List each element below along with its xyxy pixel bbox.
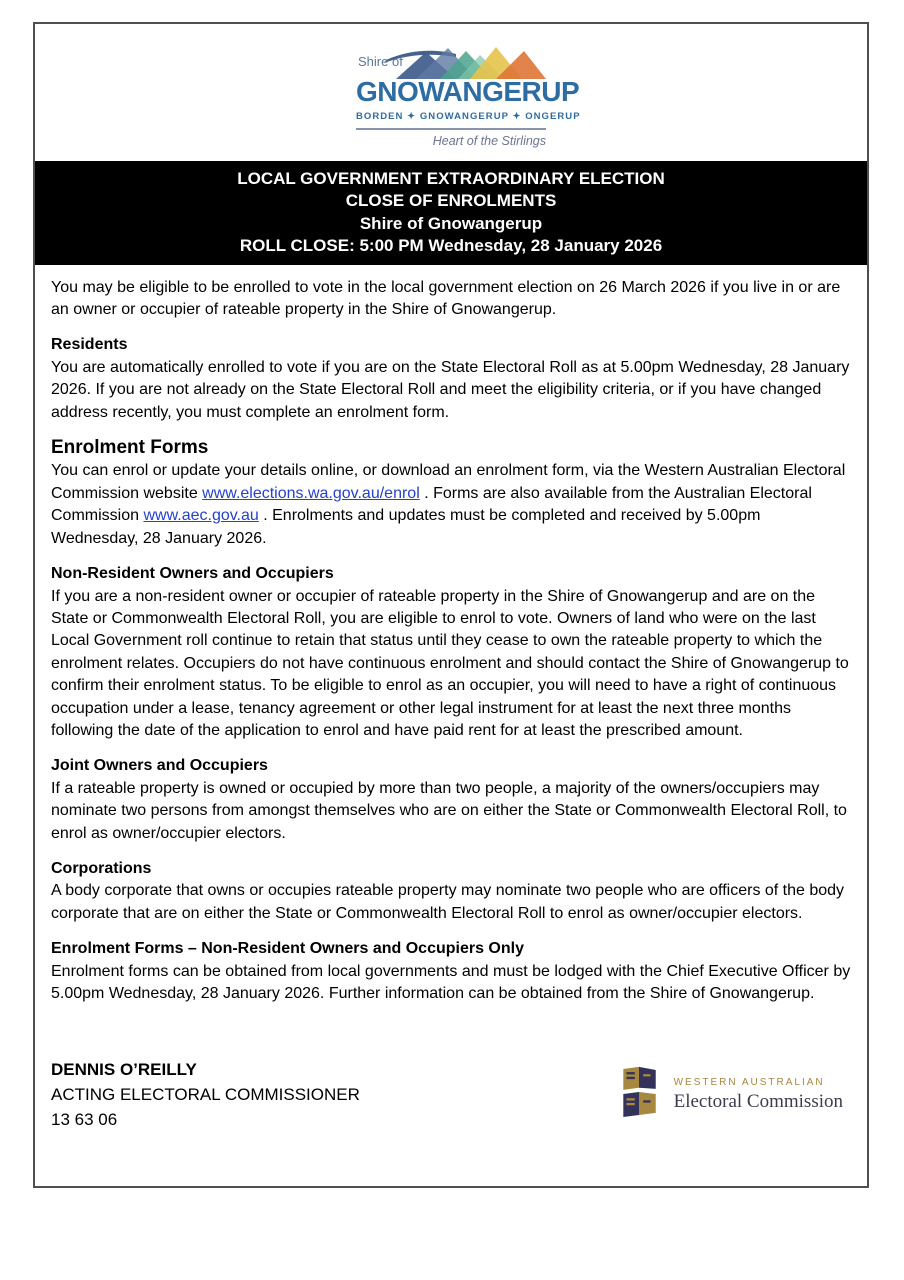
non-resident-paragraph: If you are a non-resident owner or occupier of rateable property in the Shire of Gnowangerup and are on the State or Commonwealth Electoral Roll, you are eligible to enrol to vote. Owners of land who were on the last Local Government roll continue to retain that status until they cease to own the rateable property to which the enrolment relates. Occupiers do not have continuous enrolment and should contact the Shire of Gnowangerup to confirm their enrolment status. To be eligible to enrol as an occupier, you will need to have a right of continuous occupation under a lease, tenancy agreement or other legal instrument for at least the next three months following the date of the application to enrol and have paid rent for at least the prescribed amount.	[51, 587, 849, 739]
residents-heading: Residents	[51, 336, 128, 354]
residents-paragraph: You are automatically enrolled to vote if you are on the State Electoral Roll as at 5.00pm Wednesday, 28 January 2026. If you are not already on the State Electoral Roll and meet the eligibility criteria, or if you have changed address recently, you must complete an enrolment form.	[51, 358, 850, 421]
intro-paragraph: You may be eligible to be enrolled to vote in the local government election on 26 March 2026 if you live in or are an owner or occupier of rateable property in the Shire of Gnowangerup.	[51, 278, 841, 319]
aec-link[interactable]: www.aec.gov.au	[143, 507, 259, 525]
waec-wordmark	[674, 1077, 843, 1113]
corporations-heading: Corporations	[51, 859, 152, 877]
document-footer	[35, 1058, 867, 1132]
logo-divider	[356, 128, 546, 130]
joint-owners-paragraph: If a rateable property is owned or occupied by more than two people, a majority of the owners/occupiers may nominate two persons from amongst themselves who are on either the State or Commonwealth Electoral Roll, to enrol as owner/occupier electors.	[51, 779, 847, 842]
commissioner-title: ACTING ELECTORAL COMMISSIONER	[51, 1085, 360, 1104]
ballot-box-icon	[616, 1065, 662, 1126]
shire-of-label: Shire of	[358, 54, 403, 69]
enrolment-forms-nro-heading: Enrolment Forms – Non-Resident Owners and Occupiers Only	[51, 940, 524, 958]
wa-elections-link[interactable]: www.elections.wa.gov.au/enrol	[202, 484, 420, 502]
election-banner	[35, 161, 867, 265]
banner-line-3: Shire of Gnowangerup	[359, 213, 543, 233]
shire-tagline: Heart of the Stirlings	[432, 134, 546, 148]
commissioner-name: DENNIS O’REILLY	[51, 1060, 197, 1080]
non-resident-heading: Non-Resident Owners and Occupiers	[51, 565, 334, 583]
banner-line-2: CLOSE OF ENROLMENTS	[345, 191, 557, 211]
document-page	[33, 22, 869, 1188]
phone-number: 13 63 06	[51, 1109, 118, 1129]
waec-line-2: Electoral Commission	[673, 1091, 843, 1113]
enrolment-forms-text-2: . Forms are also available from the Australian Electoral Commission	[51, 484, 812, 525]
joint-owners-heading: Joint Owners and Occupiers	[51, 757, 268, 775]
enrolment-forms-paragraph	[51, 460, 851, 550]
shire-towns: BORDEN ✦ GNOWANGERUP ✦ ONGERUP	[356, 111, 581, 122]
enrolment-forms-text-3: . Enrolments and updates must be completed and received by 5.00pm Wednesday, 28 January 2026.	[51, 507, 761, 547]
document-body	[35, 277, 867, 1006]
signature-block	[51, 1058, 360, 1132]
enrolment-forms-heading: Enrolment Forms	[51, 437, 209, 459]
enrolment-forms-text-1: You can enrol or update your details online, or download an enrolment form, via the Western Australian Electoral Commission website	[51, 462, 846, 502]
banner-line-1: LOCAL GOVERNMENT EXTRAORDINARY ELECTION	[237, 169, 665, 188]
shire-logo	[356, 45, 581, 148]
waec-logo	[616, 1065, 843, 1126]
banner-line-4: ROLL CLOSE: 5:00 PM Wednesday, 28 January 2026	[239, 236, 663, 256]
header	[35, 24, 867, 148]
shire-name: GNOWANGERUP	[356, 76, 580, 107]
enrolment-forms-nro-paragraph: Enrolment forms can be obtained from local governments and must be lodged with the Chief Executive Officer by 5.00pm Wednesday, 28 January 2026. Further information can be obtained from the Shire of Gnowangerup.	[51, 962, 851, 1002]
corporations-paragraph: A body corporate that owns or occupies rateable property may nominate two people who are officers of the body corporate that are on either the State or Commonwealth Electoral Roll to enrol as owner/occupier electors.	[51, 882, 845, 922]
waec-line-1: WESTERN AUSTRALIAN	[673, 1077, 825, 1089]
